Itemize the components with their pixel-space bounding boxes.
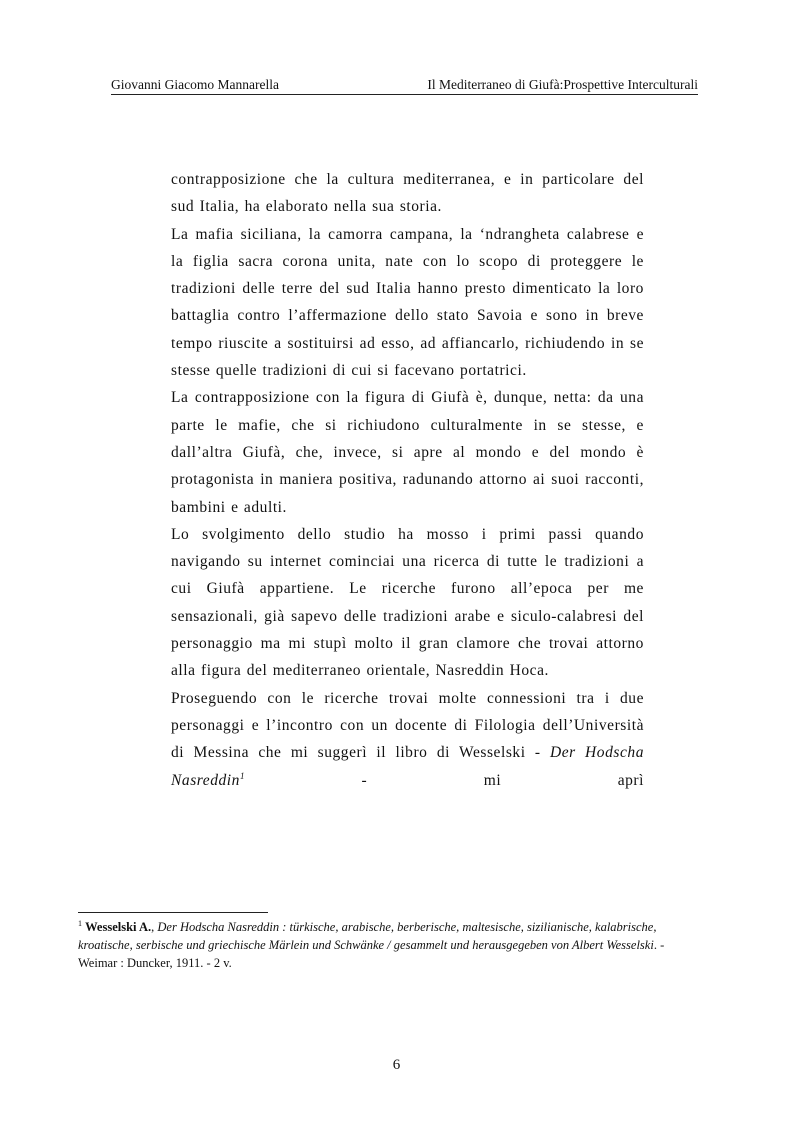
book-title: Der Hodscha Nasreddin xyxy=(171,744,644,789)
footnote-author: Wesselski A. xyxy=(85,920,152,934)
paragraph-3: La contrapposizione con la figura di Giufà è, dunque, netta: da una parte le mafie, che si richiudono culturalmente in se stesse, e dall’altra Giufà, che, invece, si apre al mondo e del mondo è protagonista in maniera positiva, radunando attorno ai suoi racconti, bambini e adulti. xyxy=(171,389,644,516)
main-text xyxy=(171,166,644,794)
running-header xyxy=(111,76,698,95)
footnote-rest: . - Weimar : Duncker, 1911. - 2 v. xyxy=(78,938,665,970)
paragraph-5-end: - mi aprì xyxy=(245,771,644,789)
footnote-separator xyxy=(78,912,268,913)
paragraph-5 xyxy=(171,685,644,794)
footnote-number: 1 xyxy=(78,918,82,928)
header-title: Il Mediterraneo di Giufà:Prospettive Interculturali xyxy=(427,77,698,92)
header-author: Giovanni Giacomo Mannarella xyxy=(111,77,279,92)
footnote-title: Der Hodscha Nasreddin : türkische, arabische, berberische, maltesische, sizilianische, kalabrische, kroatische, serbische und griechische Märlein und Schwänke / gesammelt und herausgegeben von Albert Wesselski xyxy=(78,920,657,952)
footnote xyxy=(78,918,704,972)
page-number: 6 xyxy=(392,1057,401,1073)
paragraph-2: La mafia siciliana, la camorra campana, la ‘ndrangheta calabrese e la figlia sacra corona unita, nate con lo scopo di proteggere le tradizioni delle terre del sud Italia hanno presto dimenticato la loro battaglia contro l’affermazione dello stato Savoia e sono in breve tempo riuscite a sostituirsi ad esso, ad affiancarlo, richiudendo in se stesse quelle tradizioni di cui si facevano portatrici. xyxy=(171,225,644,380)
footnote-reference[interactable]: 1 xyxy=(239,770,246,781)
footnote-separator-text: , xyxy=(151,920,158,934)
paragraph-4: Lo svolgimento dello studio ha mosso i primi passi quando navigando su internet cominciai una ricerca di tutte le tradizioni a cui Giufà appartiene. Le ricerche furono all’epoca per me sensazionali, già sapevo delle tradizioni arabe e siculo-calabresi del personaggio ma mi stupì molto il gran clamore che trovai attorno alla figura del mediterraneo orientale, Nasreddin Hoca. xyxy=(171,525,644,680)
paragraph-5-start: Proseguendo con le ricerche trovai molte connessioni tra i due personaggi e l’incontro con un docente di Filologia dell’Università di Messina che mi suggerì il libro di Wesselski - xyxy=(171,689,644,762)
paragraph-1: contrapposizione che la cultura mediterranea, e in particolare del sud Italia, ha elaborato nella sua storia. xyxy=(171,171,644,216)
